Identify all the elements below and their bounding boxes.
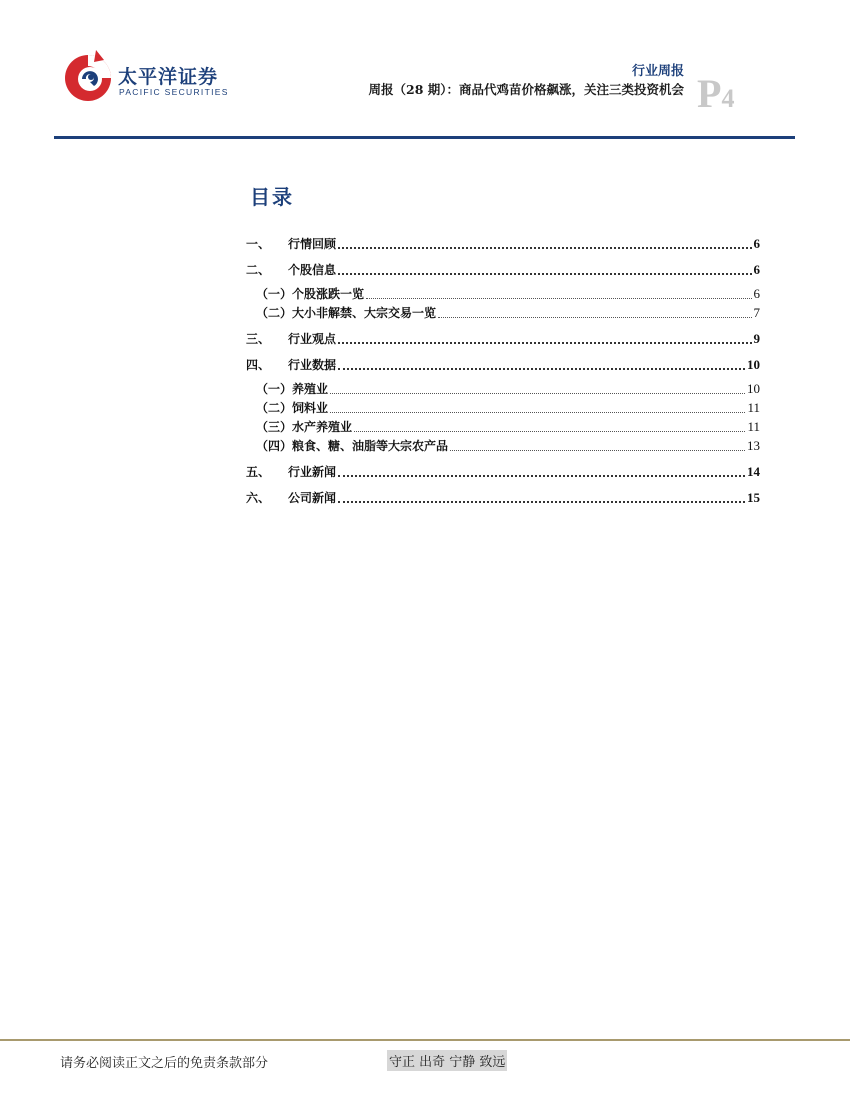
toc-subentry-label: （四）粮食、糖、油脂等大宗农产品	[256, 439, 449, 453]
toc-entry-label: 行业数据	[288, 358, 337, 372]
toc-subentry-page: 6	[753, 286, 760, 301]
report-title: 周报（28 期）：商品代鸡苗价格飙涨，关注三类投资机会	[368, 82, 684, 97]
toc-subentry[interactable]	[246, 398, 760, 416]
toc-subentry[interactable]	[246, 379, 760, 397]
toc-title: 目录	[250, 185, 294, 209]
toc-subentry-label: （一）个股涨跌一览	[256, 287, 365, 301]
footer-disclaimer: 请务必阅读正文之后的免责条款部分	[60, 1056, 269, 1071]
toc-leader-dots	[354, 430, 745, 432]
toc-subentry-page: 11	[747, 400, 760, 415]
toc-entry-number: 六、	[246, 491, 271, 505]
footer-motto: 守正 出奇 宁静 致远	[387, 1050, 507, 1071]
toc-entry[interactable]	[246, 329, 760, 347]
toc-entry-label: 公司新闻	[288, 491, 337, 505]
toc-subentry[interactable]	[246, 303, 760, 321]
toc-entry[interactable]	[246, 234, 760, 252]
toc-subentry[interactable]	[246, 284, 760, 302]
toc-entry-number: 三、	[246, 332, 271, 346]
toc-entry-label: 行业新闻	[288, 465, 337, 479]
toc-subentry-page: 13	[747, 438, 760, 453]
toc-subentry-label: （一）养殖业	[256, 382, 329, 396]
toc-entry-page: 9	[753, 331, 760, 346]
toc-leader-dots	[366, 297, 751, 299]
toc-leader-dots	[338, 474, 745, 477]
toc-subentry[interactable]	[246, 436, 760, 454]
toc-subentry-label: （二）饲料业	[256, 401, 329, 415]
toc-entry-number: 二、	[246, 263, 271, 277]
toc-leader-dots	[338, 246, 751, 249]
toc-entry[interactable]	[246, 260, 760, 278]
toc-entry-number: 一、	[246, 237, 271, 251]
toc-subentry-label: （三）水产养殖业	[256, 420, 353, 434]
toc-leader-dots	[338, 341, 751, 344]
toc-entry[interactable]	[246, 355, 760, 373]
logo-english-name: PACIFIC SECURITIES	[119, 87, 229, 97]
report-category: 行业周报	[631, 64, 684, 79]
logo-chinese-name: 太平洋证券	[118, 66, 219, 88]
toc-entry[interactable]	[246, 462, 760, 480]
toc-entry[interactable]	[246, 488, 760, 506]
toc-subentry-page: 10	[747, 381, 760, 396]
header-divider	[54, 136, 795, 139]
toc-entry-page: 15	[747, 490, 760, 505]
toc-entry-page: 14	[747, 464, 760, 479]
toc-entry-label: 行业观点	[288, 332, 337, 346]
page-number	[697, 71, 735, 116]
toc-entry-number: 五、	[246, 465, 271, 479]
toc-leader-dots	[450, 449, 745, 451]
toc-entry-number: 四、	[246, 358, 271, 372]
footer-divider	[0, 1039, 850, 1041]
toc-subentry-page: 7	[753, 305, 760, 320]
toc-entry-page: 6	[753, 262, 760, 277]
toc-leader-dots	[338, 500, 745, 503]
page-prefix: P	[697, 71, 722, 116]
toc-leader-dots	[330, 411, 745, 413]
toc-subentry-label: （二）大小非解禁、大宗交易一览	[256, 306, 437, 320]
page-number-value: 4	[721, 84, 735, 113]
pacific-securities-logo-icon	[60, 46, 116, 104]
toc-entry-page: 6	[753, 236, 760, 251]
toc-entry-label: 行情回顾	[288, 237, 337, 251]
toc-leader-dots	[438, 316, 751, 318]
table-of-contents	[246, 234, 760, 514]
toc-leader-dots	[338, 272, 751, 275]
toc-subentry-page: 11	[747, 419, 760, 434]
toc-subentry[interactable]	[246, 417, 760, 435]
company-logo	[60, 44, 230, 108]
toc-leader-dots	[338, 367, 745, 370]
toc-entry-label: 个股信息	[288, 263, 337, 277]
toc-leader-dots	[330, 392, 745, 394]
toc-entry-page: 10	[747, 357, 760, 372]
